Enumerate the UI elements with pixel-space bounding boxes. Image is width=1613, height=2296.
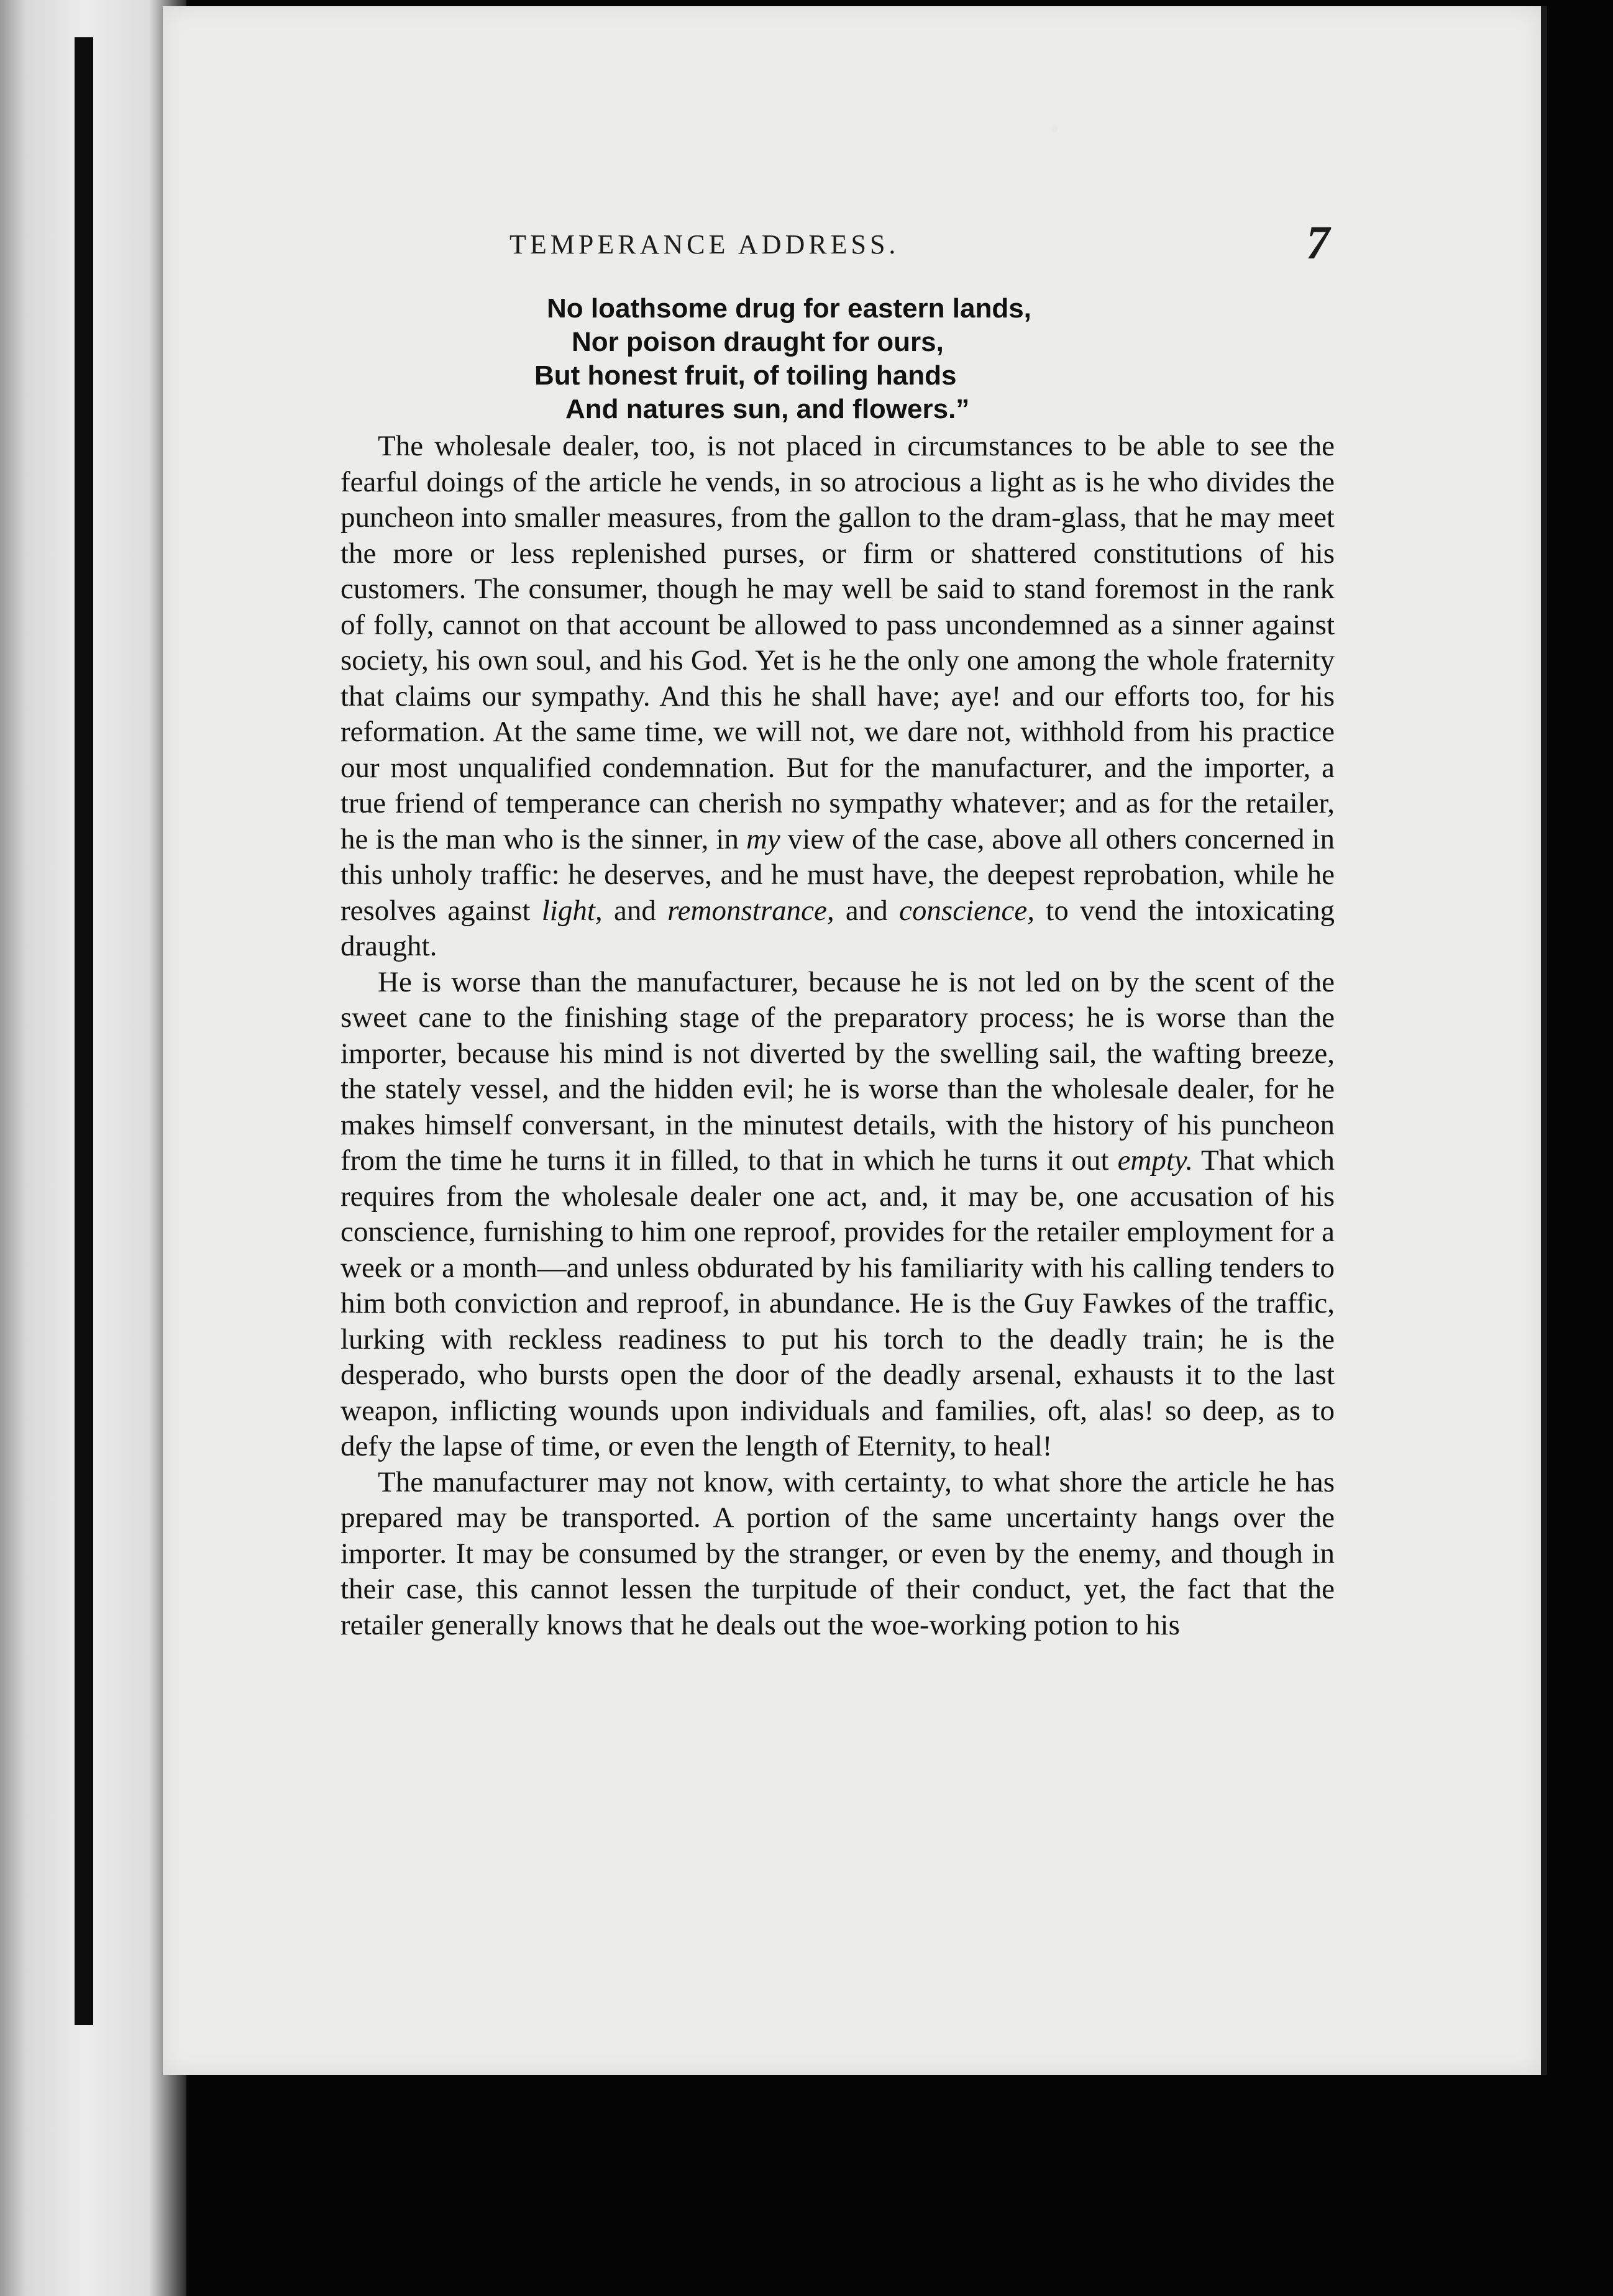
verse-line: Nor poison draught for ours, bbox=[572, 327, 944, 357]
italic-text: conscience, bbox=[899, 894, 1035, 927]
paragraph-2 bbox=[340, 965, 1335, 1465]
page-number: 7 bbox=[1306, 217, 1330, 269]
verse-line: No loathsome drug for eastern lands, bbox=[547, 293, 1031, 324]
body-text bbox=[340, 429, 1335, 1643]
paragraph-3: The manufacturer may not know, with certainty, to what shore the article he has prepared may be transported. A portion of the same uncertainty hangs over the importer. It may be consumed by the stranger, or even by the enemy, and though in their case, this cannot lessen the turpitude of their conduct, yet, the fact that the retailer generally knows that he deals out the woe-working potion to his bbox=[340, 1465, 1335, 1641]
paragraph-text: and bbox=[602, 894, 668, 927]
italic-text: my bbox=[746, 822, 780, 855]
italic-text: empty. bbox=[1117, 1144, 1193, 1177]
running-title: TEMPERANCE ADDRESS. bbox=[509, 229, 900, 260]
italic-text: remonstrance, bbox=[667, 894, 834, 927]
paragraph-text: and bbox=[834, 894, 900, 927]
paragraph-text: to vend the intoxicating draught. bbox=[340, 894, 1335, 962]
verse-line: And natures sun, and flowers.” bbox=[565, 394, 970, 424]
adjacent-page-edge bbox=[0, 0, 186, 2296]
paragraph-text: That which requires from the wholesale dealer one act, and, it may be, one accusation of his conscience, furnishing to him one reproof, provides for the retailer employment for a week or a month—and unless obdurated by his familiarity with his calling tenders to him both conviction and reproof, in abundance. He is the Guy Fawkes of the traffic, lurking with reckless readiness to put his torch to the deadly train; he is the desperado, who bursts open the door of the deadly arsenal, exhausts it to the last weapon, inflicting wounds upon individuals and families, oft, alas! so deep, as to defy the lapse of time, or even the length of Eternity, to heal! bbox=[340, 1144, 1335, 1462]
paragraph-text: view of the case, above all others concerned in this unholy traffic: he deserves, and he must have, the deepest reprobation, while he resolves against bbox=[340, 822, 1335, 927]
verse-line: But honest fruit, of toiling hands bbox=[534, 360, 957, 391]
paragraph-1 bbox=[340, 429, 1335, 965]
ink-speck bbox=[1051, 124, 1058, 133]
verse-block bbox=[348, 292, 1069, 426]
running-head bbox=[509, 217, 1330, 269]
paragraph-text: He is worse than the manufacturer, because he is not led on by the scent of the sweet cane to the finishing stage of the preparatory process; he is worse than the importer, because his mind is not diverted by the swelling sail, the wafting breeze, the stately vessel, and the hidden evil; he is worse than the wholesale dealer, for he makes himself conversant, in the minutest details, with the history of his puncheon from the time he turns it in filled, to that in which he turns it out bbox=[340, 965, 1335, 1177]
italic-text: light, bbox=[541, 894, 603, 927]
paragraph-text: The wholesale dealer, too, is not placed in circumstances to be able to see the fearful doings of the article he vends, in so atrocious a light as is he who divides the puncheon into smaller measures, from the gallon to the dram-glass, that he may meet the more or less replenished purses, or firm or shattered constitutions of his customers. The consumer, though he may well be said to stand foremost in the rank of folly, cannot on that account be allowed to pass uncondemned as a sinner against society, his own soul, and his God. Yet is he the only one among the whole fraternity that claims our sympathy. And this he shall have; aye! and our efforts too, for his reformation. At the same time, we will not, we dare not, withhold from his practice our most unqualified condemnation. But for the manufacturer, and the importer, a true friend of temperance can cherish no sympathy whatever; and as for the retailer, he is the man who is the sinner, in bbox=[340, 430, 1335, 855]
